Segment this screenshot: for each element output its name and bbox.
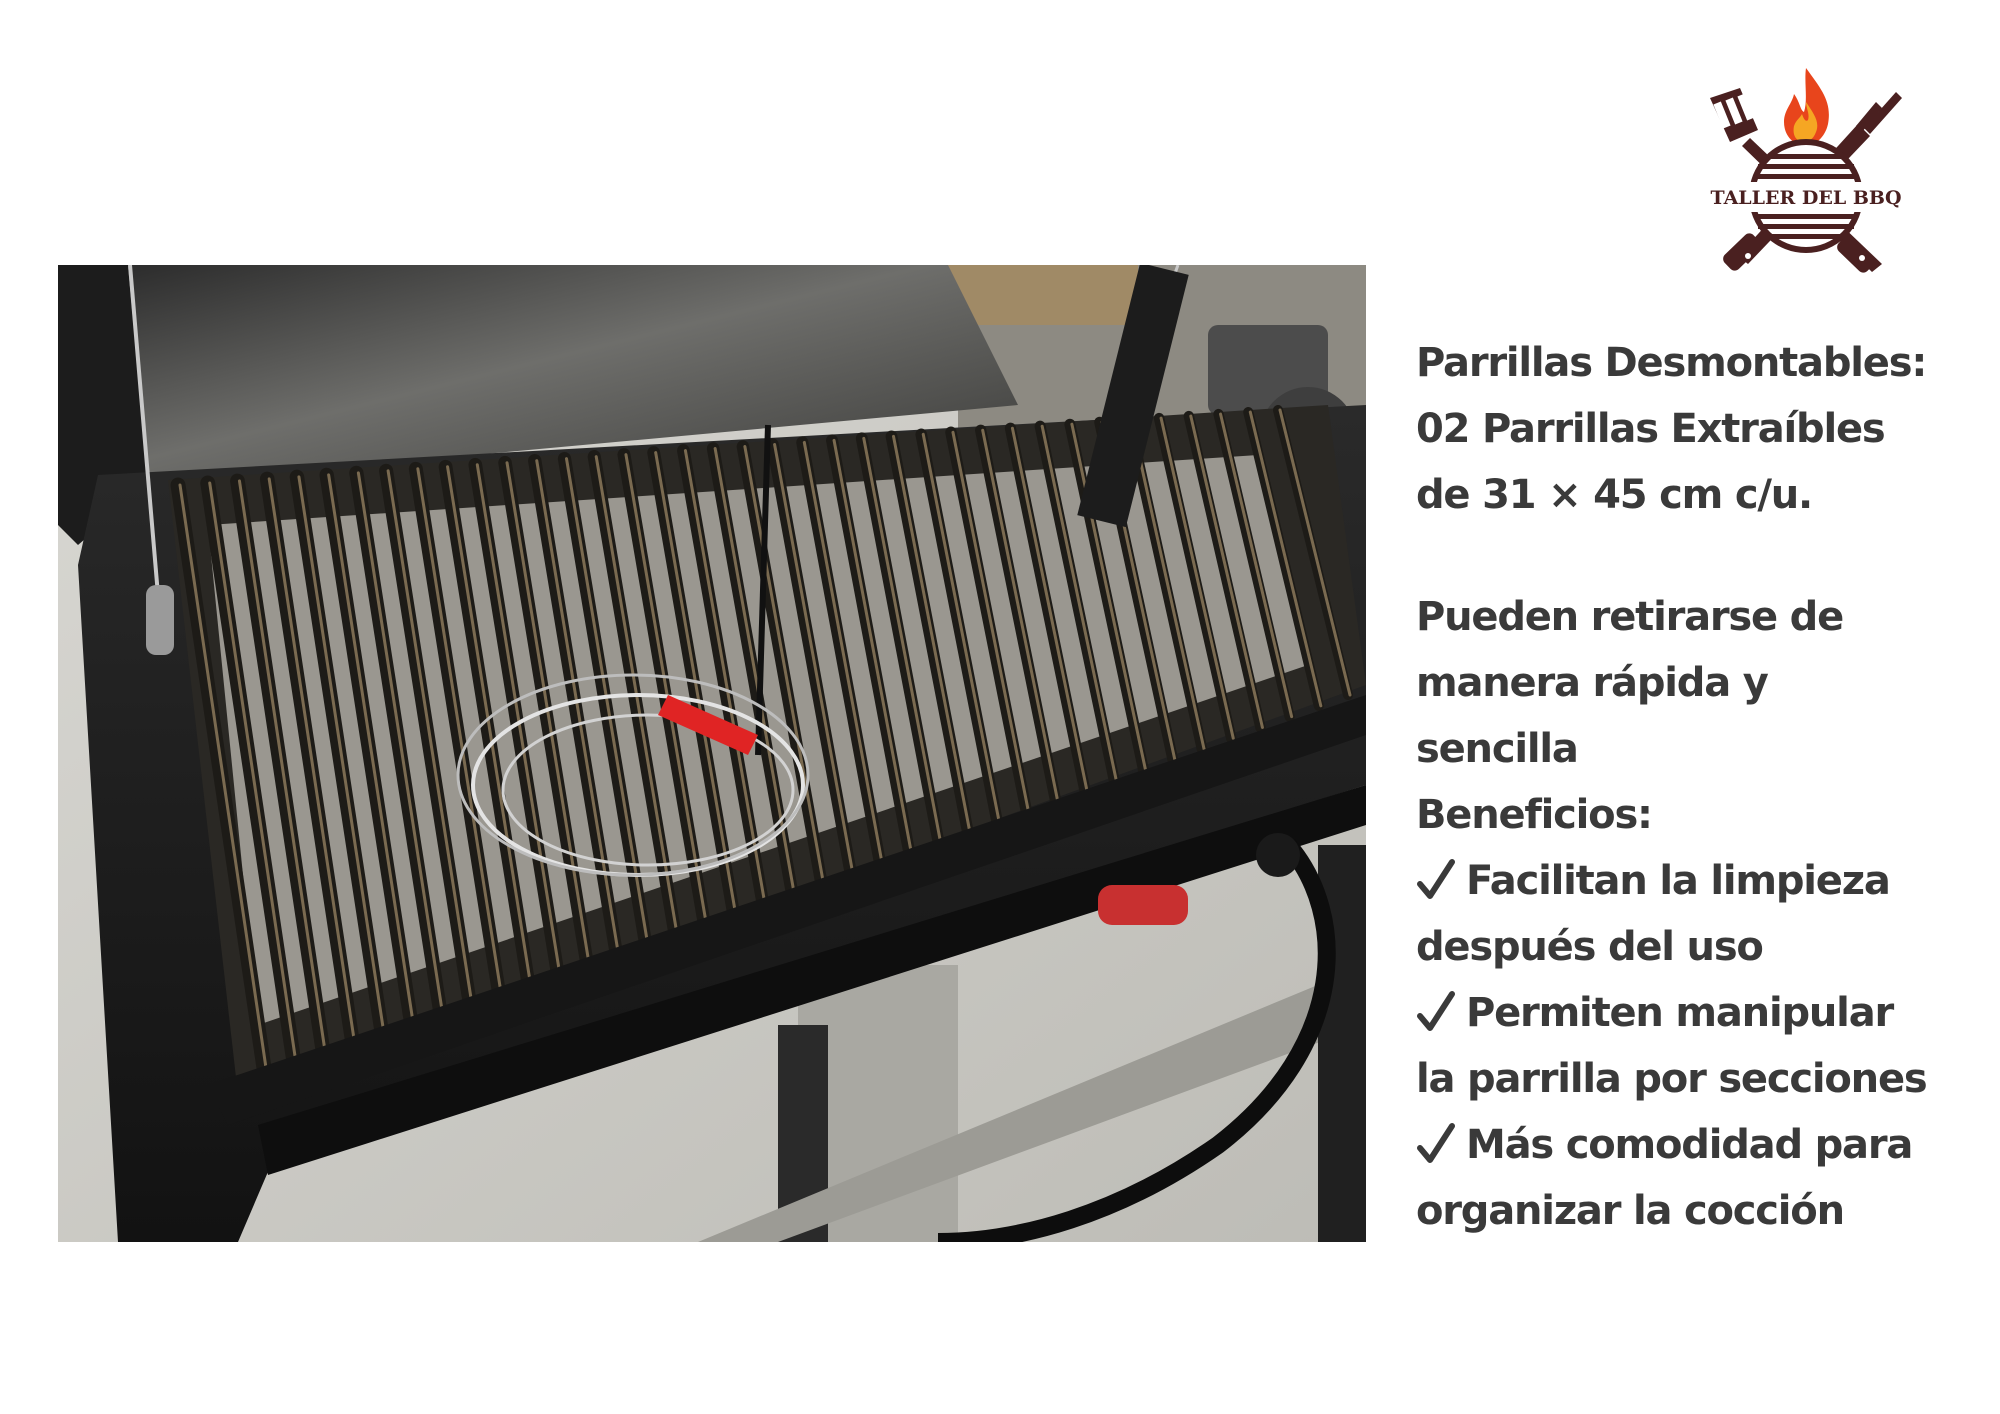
description-panel	[1416, 330, 1976, 1244]
bbq-logo-icon	[1696, 68, 1916, 278]
benefit-3-line-1: Más comodidad para	[1466, 1122, 1913, 1168]
benefit-3-line-2: organizar la cocción	[1416, 1188, 1844, 1234]
benefit-1-line-1: Facilitan la limpieza	[1466, 858, 1890, 904]
benefit-3	[1416, 1112, 1976, 1178]
flame-icon	[1784, 68, 1829, 146]
benefit-2-line-2: la parrilla por secciones	[1416, 1056, 1927, 1102]
logo-text: TALLER DEL BBQ	[1710, 187, 1902, 209]
brand-logo	[1696, 68, 1916, 278]
heading-line-1: Parrillas Desmontables:	[1416, 340, 1927, 386]
checkmark-icon	[1416, 858, 1456, 902]
intro-line-1: Pueden retirarse de	[1416, 594, 1844, 640]
grill-photo-illustration	[58, 265, 1366, 1242]
intro-line-3: sencilla	[1416, 726, 1578, 772]
benefit-1	[1416, 848, 1976, 914]
heading-line-2: 02 Parrillas Extraíbles	[1416, 406, 1885, 452]
benefit-2	[1416, 980, 1976, 1046]
checkmark-icon	[1416, 990, 1456, 1034]
checkmark-icon	[1416, 1122, 1456, 1166]
benefit-2-line-1: Permiten manipular	[1466, 990, 1894, 1036]
benefits-label: Beneficios:	[1416, 792, 1652, 838]
heading-line-3: de 31 × 45 cm c/u.	[1416, 472, 1813, 518]
intro-line-2: manera rápida y	[1416, 660, 1768, 706]
benefit-1-line-2: después del uso	[1416, 924, 1763, 970]
grill-photo	[58, 265, 1366, 1242]
